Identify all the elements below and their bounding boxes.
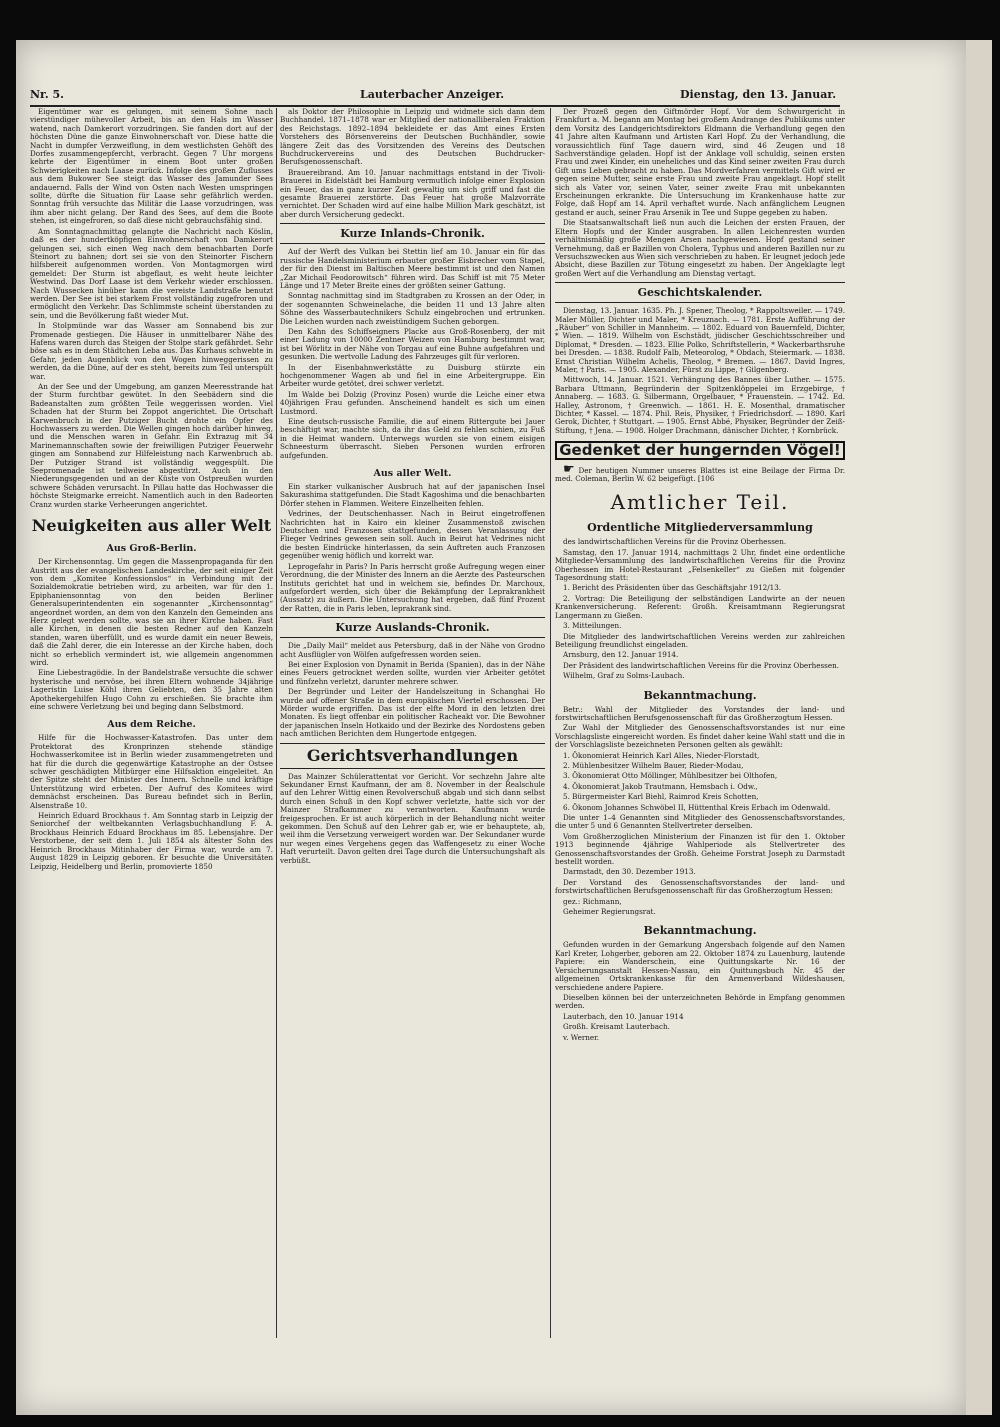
article-paragraph: Am Sonntagnachmittag gelangte die Nachricht nach Köslin, daß es der hundertköpfigen Einwohnerschaft von Damkerort gelungen sei, sich einen Weg nach dem benachbarten Dorfe Steinort zu bahnen; dort sei sie von den Steinorter Fischern hilfsbereit aufgenommen worden. Von Montagmorgen wird gemeldet: Der Sturm ist abgeflaut, es weht heute leichter Westwind. Das Dorf Laase ist dem Verkehr wieder erschlossen. Nach Wussecken hinüber kann die vereiste Landstraße benutzt werden. Der See ist bei starkem Frost vollständig zugefroren und ermöglicht den Verkehr. Das Schlimmste scheint überstanden zu sein, und die Bevölkerung faßt wieder Mut.: [30, 226, 273, 320]
notice-line: Zur Wahl der Mitglieder des Genossenschaftsvorstandes ist nur eine Vorschlagsliste eingereicht worden. Es findet daher keine Wahl statt und die in der Vorschlagsliste bezeichneten Personen gelten als gewählt:: [555, 723, 845, 750]
article-paragraph: als Doktor der Philosophie in Leipzig und widmete sich dann dem Buchhandel. 1871–1878 war er Mitglied der nationalliberalen Fraktion des Reichstags. 1892–1894 bekleidete er das Amt eines Ersten Vorstehers des Börsenvereins der Deutschen Buchhändler, sowie längere Zeit das des Vorsitzenden des Vereins des Deutschen Buchdruckervereins und des Deutschen Buchdrucker-Berufsgenossenschaft.: [280, 108, 545, 167]
article-paragraph: Die Staatsanwaltschaft ließ nun auch die Leichen der ersten Frauen, der Eltern Hopfs und der Kinder ausgraben. In allen Leichenresten wurden verhältnismäßig große Mengen Arsen nachgewiesen. Hopf gestand seiner Vernehmung, daß er Bazillen von Cholera, Typhus und anderen Bazillen nur zu Versuchszwecken aus Wien sich verschrieben zu haben. Er leugnet jedoch jede Absicht, diese Bazillen zur Tötung eingesetzt zu haben. Der Angeklagte legt großen Wert auf die Verhandlung am Dienstag vertagt.: [555, 218, 845, 278]
column-3: [555, 108, 845, 1373]
beilage-number: [106: [697, 474, 715, 484]
col3-bekanntmachung-1: [555, 706, 845, 917]
notice-line: Großh. Kreisamt Lauterbach.: [563, 1022, 670, 1032]
notice-line: Vom Großherzoglichen Ministerium der Finanzen ist für den 1. Oktober 1913 beginnende 4jährige Wahlperiode als Stellvertreter des Genossenschaftsvorstandes der Großh. Geheime Forstrat Joseph zu Darmstadt bestellt worden.: [555, 831, 845, 867]
article-paragraph: Eigentümer war es gelungen, mit seinem Sohne nach vierstündiger mühevoller Arbeit, bis an den Hals im Wasser watend, nach Damkerort vorzudringen. Sie fanden dort auf der höchsten Düne die ganze Einwohnerschaft vor. Diese hatte die Nacht in dumpfer Verzweiflung, in dem westlichsten Gehöft des Dorfes zusammengepfercht, verbracht. Gegen 7 Uhr morgens kehrte der Eigentümer in einem Boot unter großen Schwierigkeiten nach Laase zurück. Infolge des großen Zuflusses aus dem Bukower See steigt das Wasser des Jamunder Sees andauernd. Falls der Wind von Osten nach Westen umspringen sollte, dürfte die Situation für Laase sehr gefährlich werden. Sonntag früh versuchte das Militär die Laase vorzudringen, was ihm aber nicht gelang. Der Rand des Sees, auf dem die Boote stehen, ist eingefroren, so daß diese nicht gebrauchsfähig sind.: [30, 108, 273, 226]
pointing-hand-icon: ☛: [563, 461, 575, 477]
article-paragraph: Der Begründer und Leiter der Handelszeitung in Schanghai Ho wurde auf offener Straße in dem europäischen Viertel erschossen. Der Mörder wurde ergriffen. Das ist der elfte Mord in den letzten drei Monaten. Es liegt offenbar ein politischer Racheakt vor. Die Bewohner der japanischen Inseln Hotkaido und der Bezirke des Nordostens geben nach amtlichen Berichten dem Hungertode entgegen.: [280, 687, 545, 739]
versammlung-title: Ordentliche Mitgliederversammlung: [587, 521, 813, 535]
notice-line: 2. Mühlenbesitzer Wilhelm Bauer, Rieder-Modau,: [563, 760, 744, 770]
col2-welt-articles: [280, 483, 545, 613]
article-paragraph: Vedrines, der Deutschenhasser. Nach in Beirut eingetroffenen Nachrichten hat in Kairo ein kleiner Zusammenstoß zwischen Deutschen und Franzosen stattgefunden, dessen Veranlassung der Flieger Vedrines gewesen sein soll. Auch in Beirut hat Vedrines nicht die besten Eindrücke hinterlassen, da sein Auftreten auch Franzosen gegenüber wenig höflich und korrekt war.: [280, 509, 545, 561]
article-paragraph: Eine deutsch-russische Familie, die auf einem Rittergute bei Jauer beschäftigt war, machte sich, da ihr das Geld zu fehlen schien, zu Fuß in die Heimat wandern. Unterwegs wurden sie von einem eisigen Schneesturm überrascht. Sieben Personen wurden erfroren aufgefunden.: [280, 417, 545, 460]
subsection-aus-dem-reiche: Aus dem Reiche.: [107, 719, 196, 731]
article-paragraph: Den Kahn des Schiffseigners Placke aus Groß-Rosenberg, der mit einer Ladung von 10000 Zentner Weizen von Hamburg bestimmt war, ist bei Wörlitz in der Nähe von Torgau auf eine Buhne aufgefahren und gesunken. Die wertvolle Ladung des Fahrzeuges gilt für verloren.: [280, 326, 545, 362]
gedenket-banner: Gedenket der hungernden Vögel!: [555, 441, 845, 459]
article-paragraph: In Stolpmünde war das Wasser am Sonnabend bis zur Promenade gestiegen. Die Häuser in unmittelbarer Nähe des Hafens waren durch das Steigen der Stolpe stark gefährdet. Sehr böse sah es in dem Städtchen Leba aus. Das Kurhaus schwebte in Gefahr, jeden Augenblick von den Wogen hinweggerissen zu werden, da die Düne, auf der es steht, bereits zum Teil unterspült war.: [30, 321, 273, 381]
article-paragraph: Im Walde bei Dolzig (Provinz Posen) wurde die Leiche einer etwa 40jährigen Frau gefunden. Anscheinend handelt es sich um einen Lustmord.: [280, 389, 545, 416]
col2-top-articles: [280, 108, 545, 219]
section-amtlicher-teil: Amtlicher Teil.: [610, 490, 790, 515]
beilage-notice: [555, 461, 845, 484]
bekanntmachung-2-title: Bekanntmachung.: [643, 924, 757, 938]
subsection-gross-berlin: Aus Groß-Berlin.: [106, 543, 197, 555]
col2-ausland-articles: [280, 642, 545, 738]
calendar-entry: Dienstag, 13. Januar. 1635. Ph. J. Spener, Theolog, * Rappoltsweiler. — 1749. Maler Müller, Dichter und Maler, * Kreuznach. — 1781. Erste Aufführung der „Räuber“ von Schiller in Mannheim. — 1802. Eduard von Bauernfeld, Dichter, * Wien. — 1819. Wilhelm von Eschstädt, jüdischer Geschichtsschreiber und Diplomat, * Dresden. — 1823. Ellie Polko, Schriftstellerin, * Wackerbarthsruhe bei Dresden. — 1838. Rudolf Falb, Meteorolog, * Obdach, Steiermark. — 1838. Ernst Christian Wilhelm Achelis, Theolog, * Bremen. — 1867. David Ingres, Maler, † Paris. — 1905. Alexander, Fürst zu Lippe, † Gilgenberg.: [555, 306, 845, 374]
article-paragraph: Hilfe für die Hochwasser-Katastrofen. Das unter dem Protektorat des Kronprinzen stehende ständige Hochwasserkomitee ist in Berlin wieder zusammengetreten und hat für die durch die gegenwärtige Katastrophe an der Ostsee schwer geschädigten Mitbürger eine Hilfsaktion eingeleitet. An der Spitze steht der Minister des Innern. Schnelle und kräftige Unterstützung wird erbeten. Der Aufruf des Komitees wird demnächst erscheinen. Das Bureau befindet sich in Berlin, Alsenstraße 10.: [30, 733, 273, 810]
notice-line: Darmstadt, den 30. Dezember 1913.: [563, 867, 696, 877]
beilage-text: Der heutigen Nummer unseres Blattes ist eine Beilage der Firma Dr. med. Coleman, Berlin W. 62 beigefügt.: [555, 465, 845, 484]
notice-line: 3. Mitteilungen.: [563, 621, 622, 631]
article-paragraph: Eine Liebestragödie. In der Bandelstraße versuchte die schwer hysterische und nervöse, bei ihren Eltern wohnende 34jährige Lageristin Luise Köhl ihren Geliebten, den 35 Jahre alten Apothekergehilfen Hugo Cohn zu erschießen. Sie brachte ihm eine schwere Verletzung bei und beging dann Selbstmord.: [30, 668, 273, 711]
issue-number: Nr. 5.: [30, 88, 64, 101]
notice-line: Gefunden wurden in der Gemarkung Angersbach folgende auf den Namen Karl Kreter, Lohgerber, geboren am 22. Oktober 1874 zu Lauenburg, lautende Papiere: ein Wanderschein, eine Quittungskarte Nr. 16 der Versicherungsanstalt Hessen-Nassau, ein Quittungsbuch Nr. 45 der allgemeinen Ortskrankenkasse für den Armenverband Wildeshausen, verschiedene andere Papiere.: [555, 940, 845, 992]
notice-line: Lauterbach, den 10. Januar 1914: [563, 1011, 684, 1021]
article-paragraph: Das Mainzer Schülerattentat vor Gericht. Vor sechzehn Jahre alte Sekundaner Ernst Kaufmann, der am 8. November in der Realschule auf den Lehrer Wittig einen Revolverschuß abgab und sich dann selbst durch einen Schuß in den Kopf schwer verletzte, hatte sich vor der Mainzer Strafkammer zu verantworten. Kaufmann wurde freigesprochen. Er ist auch körperlich in der Behandlung nicht weiter gekommen. Den Schuß auf den Lehrer gab er, wie er behauptete, ab, weil ihm die Versetzung verweigert worden war. Der Sekundaner wurde nur wegen eines Vergehens gegen das Waffengesetz zu einer Woche Haft verurteilt. Davon gelten drei Tage durch die Untersuchungshaft als verbüßt.: [280, 771, 545, 865]
article-paragraph: Der Kirchensonntag. Um gegen die Massenpropaganda für den Austritt aus der evangelischen Landeskirche, der seit einiger Zeit von dem „Komitee Konfessionslos“ in Verbindung mit der Sozialdemokratie betrieben wird, zu arbeiten, war für den 1. Epiphaniensonntag von den beiden Berliner Generalsuperintendenten ein sogenannter „Kirchensonntag“ angeordnet worden, an dem von den Kanzeln den Gemeinden ans Herz gelegt werden sollte, was sie an ihrer Kirche haben. Fast alle Kirchen, in denen die besten Redner auf den Kanzeln standen, waren überfüllt, und es wurde damit ein neuer Beweis, daß die Zahl derer, die ein Interesse an der Kirche haben, doch nicht so erheblich vermindert ist, wie allgemein angenommen wird.: [30, 557, 273, 667]
col2-gericht-articles: [280, 773, 545, 865]
col1-berlin-articles: [30, 558, 273, 711]
section-gerichtsverhandlungen: Gerichtsverhandlungen: [280, 743, 545, 769]
section-inlands-chronik: Kurze Inlands-Chronik.: [280, 223, 545, 244]
notice-line: Der Präsident des landwirtschaftlichen Vereins für die Provinz Oberhessen.: [563, 660, 840, 670]
notice-line: v. Werner.: [563, 1032, 600, 1042]
article-paragraph: Der Prozeß gegen den Giftmörder Hopf. Vor dem Schwurgericht in Frankfurt a. M. begann am Montag bei großem Andrange des Publikums unter dem Vorsitz des Landgerichtsdirektors Eldmann die Verhandlung gegen den 41 Jahre alten Kaufmann und Artisten Karl Hopf. Zu der Verhandlung, die voraussichtlich fünf Tage dauern wird, sind 46 Zeugen und 18 Sachverständige geladen. Hopf ist der Anklage voll schuldig, seinen ersten Frau und zwei Kinder, ein uneheliches und das Kind seiner zweiten Frau durch Gift ums Leben gebracht zu haben. Das Mordverfahren vermittels Gift wird er gegen seine Mutter, seine erste Frau und zweite Frau angeklagt. Hopf stellt sich als Vater vor, seinen Vater, seiner zweite Frau mit unbekannten Erscheinungen erkrankte. Die Untersuchung im Krankenhause hatte zur Folge, daß Hopf am 14. April verhaftet wurde. Nach anfänglichem Leugnen gestand er auch, seiner Frau Arsenik in Tee und Suppe gegeben zu haben.: [555, 108, 845, 217]
col1-reich-articles: [30, 734, 273, 871]
col1-top-articles: [30, 108, 273, 509]
newspaper-title: Lauterbacher Anzeiger.: [360, 88, 505, 101]
notice-line: Wilhelm, Graf zu Solms-Laubach.: [563, 671, 685, 681]
notice-line: 1. Ökonomierat Heinrich Karl Alles, Nieder-Florstadt,: [563, 750, 760, 760]
issue-date: Dienstag, den 13. Januar.: [680, 88, 837, 101]
column-separator-1: [276, 108, 277, 1338]
notice-line: Dieselben können bei der unterzeichneten Behörde in Empfang genommen werden.: [555, 992, 845, 1011]
notice-line: 6. Ökonom Johannes Schwöbel II, Hüttenthal Kreis Erbach im Odenwald.: [563, 802, 831, 812]
article-paragraph: Bei einer Explosion von Dynamit in Berida (Spanien), das in der Nähe eines Feuers getrocknet werden sollte, wurden vier Arbeiter getötet und fünfzehn verletzt, darunter mehrere schwer.: [280, 659, 545, 686]
section-title-neuigkeiten: Neuigkeiten aus aller Welt: [31, 516, 272, 536]
notice-line: Die Mitglieder des landwirtschaftlichen Vereins werden zur zahlreichen Beteiligung freundlichst eingeladen.: [555, 631, 845, 649]
column-separator-2: [550, 108, 551, 1338]
section-geschichtskalender: Geschichtskalender.: [555, 282, 845, 303]
notice-line: des landwirtschaftlichen Vereins für die Provinz Oberhessen.: [563, 537, 787, 547]
bekanntmachung-1-title: Bekanntmachung.: [643, 688, 757, 702]
article-paragraph: Heinrich Eduard Brockhaus †. Am Sonntag starb in Leipzig der Seniorchef der weltbekannten Verlagsbuchhandlung F. A. Brockhaus Heinrich Eduard Brockhaus im 85. Lebensjahre. Der Verstorbene, der seit dem 1. Juli 1854 als ältester Sohn des Heinrich Brockhaus Mitinhaber der Firma war, wurde am 7. August 1829 in Leipzig geboren. Er besuchte die Universitäten Leipzig, Heidelberg und Berlin, promovierte 1850: [30, 811, 273, 871]
notice-line: 4. Ökonomierat Jakob Trautmann, Hemsbach i. Odw.,: [563, 781, 758, 791]
notice-line: Samstag, den 17. Januar 1914, nachmittags 2 Uhr, findet eine ordentliche Mitglieder-Versammlung des landwirtschaftlichen Vereins für die Provinz Oberhessen im Hotel-Restaurant „Felsenkeller“ zu Gießen mit folgender Tagesordnung statt:: [555, 547, 845, 583]
notice-line: 2. Vortrag: Die Beteiligung der selbständigen Landwirte an der neuen Krankenversicherung. Referent: Großh. Kreisamtmann Regierungsrat Langermann zu Gießen.: [555, 593, 845, 620]
article-paragraph: Die „Daily Mail“ meldet aus Petersburg, daß in der Nähe von Grodno acht Ausflügler von Wölfen aufgefressen worden seien.: [280, 641, 545, 659]
article-paragraph: In der Eisenbahnwerkstätte zu Duisburg stürzte ein hochgenommener Wagen ab und fiel in eine Arbeitergruppe. Ein Arbeiter wurde getötet, drei schwer verletzt.: [280, 362, 545, 389]
article-paragraph: Leprogefahr in Paris? In Paris herrscht große Aufregung wegen einer Verordnung, die der Minister des Innern an die Aerzte des Pasteurschen Instituts gerichtet hat und in welchem sie, befindes Dr. Marchoux, aufgefordert werden, sich über die Bekämpfung der Leprakrankheit (Aussatz) zu äußern. Die Untersuchung hat ergeben, daß fünf Prozent der Ratten, die in Paris leben, leprakrank sind.: [280, 561, 545, 613]
article-paragraph: Auf der Werft des Vulkan bei Stettin lief am 10. Januar ein für das russische Handelsministerium erbauter großer Eisbrecher vom Stapel, der für den Dienst im Baltischen Meere bestimmt ist und den Namen „Zar Michail Feodorowitsch“ führen wird. Das Schiff ist mit 75 Meter Länge und 17 Meter Breite eines der größten seiner Gattung.: [280, 247, 545, 290]
notice-line: 5. Bürgermeister Karl Biehl, Raimrod Kreis Schotten,: [563, 792, 759, 802]
col2-inland-articles: [280, 248, 545, 460]
notice-line: Die unter 1–4 Genannten sind Mitglieder des Genossenschaftsvorstandes, die unter 5 und 6 Genannten Stellvertreter derselben.: [555, 813, 845, 831]
article-paragraph: Sonntag nachmittag sind im Stadtgraben zu Krossen an der Oder, in der sogenannten Schweinelache, die beiden 11 und 13 Jahre alten Söhne des Wasserbautechnikers Schulz eingebrochen und ertrunken. Die Leichen wurden nach zweistündigem Suchen geborgen.: [280, 291, 545, 326]
notice-line: Geheimer Regierungsrat.: [563, 907, 656, 917]
section-auslands-chronik: Kurze Auslands-Chronik.: [280, 617, 545, 638]
notice-line: 1. Bericht des Präsidenten über das Geschäftsjahr 1912/13.: [563, 583, 782, 593]
notice-line: Betr.: Wahl der Mitglieder des Vorstandes der land- und forstwirtschaftlichen Berufsgenossenschaft für das Großherzogtum Hessen.: [555, 704, 845, 722]
notice-line: 3. Ökonomierat Otto Möllinger, Mühlbesitzer bei Olthofen,: [563, 771, 778, 781]
col3-top-articles: [555, 108, 845, 278]
header-rule: [30, 105, 840, 107]
calendar-entry: Mittwoch, 14. Januar. 1521. Verhängung des Bannes über Luther. — 1575. Barbara Uttmann, Begründerin der Spitzenklöppelei im Erzgebirge, † Annaberg. — 1683. G. Silbermann, Orgelbauer, * Frauenstein. — 1742. Ed. Halley, Astronom, † Greenwich. — 1861. H. E. Mosenthal, dramatischer Dichter, * Kassel. — 1874. Phil. Reis, Physiker, † Friedrichsdorf. — 1890. Karl Gerok, Dichter, † Stuttgart. — 1905. Ernst Abbé, Physiker, Begründer der Zeiß-Stiftung, † Jena. — 1908. Holger Drachmann, dänischer Dichter, † Kornbrück.: [555, 375, 845, 435]
article-paragraph: Brauereibrand. Am 10. Januar nachmittags entstand in der Tivoli-Brauerei in Eidelstädt bei Hamburg vermutlich infolge einer Explosion ein Feuer, das in ganz kurzer Zeit gewaltig um sich griff und fast die gesamte Brauerei zerstörte. Das Feuer hat große Malzvorräte vernichtet. Der Schaden wird auf eine halbe Million Mark geschätzt, ist aber durch Versicherung gedeckt.: [280, 167, 545, 219]
notice-line: gez.: Richmann,: [563, 896, 622, 906]
page-edge: [966, 40, 992, 1415]
column-2: [280, 108, 545, 1348]
col3-bekanntmachung-2: [555, 941, 845, 1041]
article-paragraph: An der See und der Umgebung, am ganzen Meeresstrande hat der Sturm furchtbar gewütet. In den Seebädern sind die Badeanstalten zum größten Teile weggerissen worden. Viel Schaden hat der Sturm bei Zoppot angerichtet. Die Ortschaft Karwenbruch in der Putziger Bucht drohte ein Opfer des Hochwassers zu werden. Die Wellen gingen hoch darüber hinweg, und die Menschen waren in Gefahr. Ein Extrazug mit 34 Marinemannschaften sowie der freiwilligen Putziger Feuerwehr gingen am Sonnabend zur Hilfeleistung nach Karwenbruch ab. Der Putziger Strand ist vollständig weggespült. Die Seepromenade ist teilweise abgestürzt. Auch in den Niederungsgegenden und an der Küste von Ostpreußen wurden schwere Schäden verursacht. In Pillau hatte das Hochwasser die höchste Steigmarke erreicht. Namentlich auch in den Badeorten Cranz wurden starke Verheerungen angerichtet.: [30, 382, 273, 509]
subsection-aus-aller-welt: Aus aller Welt.: [373, 468, 452, 480]
col3-versammlung: [555, 538, 845, 680]
notice-line: Arnsburg, den 12. Januar 1914.: [563, 650, 679, 660]
column-1: [30, 108, 273, 1318]
col3-calendar-entries: [555, 307, 845, 435]
notice-line: Der Vorstand des Genossenschaftsvorstandes der land- und forstwirtschaftlichen Berufsgenossenschaft für das Großherzogtum Hessen:: [555, 877, 845, 896]
article-paragraph: Ein starker vulkanischer Ausbruch hat auf der japanischen Insel Sakurashima stattgefunden. Die Stadt Kagoshima und die benachbarten Dörfer stehen in Flammen. Weitere Einzelheiten fehlen.: [280, 482, 545, 508]
